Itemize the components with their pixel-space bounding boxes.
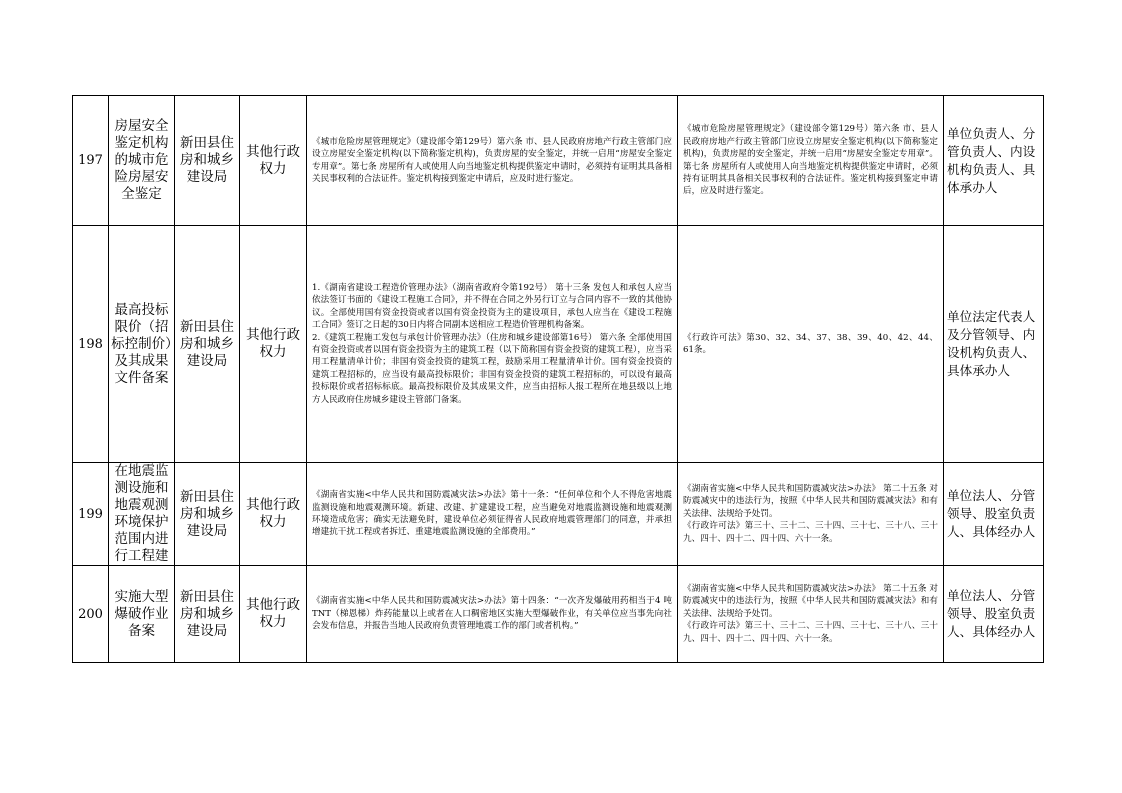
department: 新田县住房和城乡建设局 bbox=[175, 463, 240, 566]
duty-basis bbox=[678, 463, 944, 566]
item-name: 房屋安全鉴定机构的城市危险房屋安全鉴定 bbox=[109, 96, 175, 226]
legal-basis-text: 《城市危险房屋管理规定》（建设部令第129号）第六条 市、县人民政府房地产行政主管部门应设立房屋安全鉴定机构(以下简称鉴定机构)，负责房屋的安全鉴定，并统一启用“房屋安全鉴定专用章”。第七条 房屋所有人或使用人向当地鉴定机构提供鉴定申请时，必须持有证明其具备相关民事权利的合法证件。鉴定机构接到鉴定申请后，应及时进行鉴定。 bbox=[312, 136, 672, 184]
table-row bbox=[73, 566, 1044, 663]
department: 新田县住房和城乡建设局 bbox=[175, 96, 240, 226]
power-type: 其他行政权力 bbox=[240, 96, 307, 226]
duty-basis-text: 《湖南省实施<中华人民共和国防震减灾法>办法》 第二十五条 对防震减灾中的违法行为，按照《中华人民共和国防震减灾法》和有关法律、法规给予处罚。 《行政许可法》第三十、三十二、三十四、三十七、三十八、三十九、四十、四十二、四十四、六十一条。 bbox=[683, 483, 938, 544]
item-name bbox=[109, 463, 175, 566]
responsible-persons: 单位法人、分管领导、股室负责人、具体经办人 bbox=[944, 463, 1044, 566]
legal-basis bbox=[307, 566, 678, 663]
legal-basis-text: 1.《湖南省建设工程造价管理办法》（湖南省政府令第192号） 第十三条 发包人和承包人应当依法签订书面的《建设工程施工合同》，并不得在合同之外另行订立与合同内容不一致的其他协议。全部使用国有资金投资或者以国有资金投资为主的建设项目，承包人应当在《建设工程施工合同》签订之日起的30日内将合同副本送相应工程造价管理机构备案。 2.《建筑工程施工发包与承包计价管理办法》（住房和城乡建设部第16号） 第六条 全部使用国有资金投资或者以国有资金投资为主的建筑工程（以下简称国有资金投资的建筑工程），应当采用工程量清单计价；非国有资金投资的建筑工程，鼓励采用工程量清单计价。国有资金投资的建筑工程招标的，应当设有最高投标限价；非国有资金投资的建筑工程招标的，可以设有最高投标限价或者招标标底。最高投标限价及其成果文件，应当由招标人报工程所在地县级以上地方人民政府住房城乡建设主管部门备案。 bbox=[312, 282, 672, 405]
responsible-persons: 单位法人、分管领导、股室负责人、具体经办人 bbox=[944, 566, 1044, 663]
power-list-table bbox=[72, 95, 1044, 663]
duty-basis-text: 《城市危险房屋管理规定》（建设部令第129号）第六条 市、县人民政府房地产行政主管部门应设立房屋安全鉴定机构(以下简称鉴定机构)，负责房屋的安全鉴定，并统一启用“房屋安全鉴定专用章”。第七条 房屋所有人或使用人向当地鉴定机构提供鉴定申请时，必须持有证明其具备相关民事权利的合法证件。鉴定机构接到鉴定申请后，应及时进行鉴定。 bbox=[683, 124, 938, 197]
duty-basis-text: 《湖南省实施<中华人民共和国防震减灾法>办法》 第二十五条 对防震减灾中的违法行为，按照《中华人民共和国防震减灾法》和有关法律、法规给予处罚。 《行政许可法》第三十、三十二、三十四、三十七、三十八、三十九、四十、四十二、四十四、六十一条。 bbox=[683, 583, 938, 644]
department: 新田县住房和城乡建设局 bbox=[175, 566, 240, 663]
legal-basis-text: 《湖南省实施<中华人民共和国防震减灾法>办法》第十四条：“一次齐发爆破用药相当于4 吨TNT（梯恩梯）炸药能量以上或者在人口稠密地区实施大型爆破作业，有关单位应当事先向社会发布信息，并报告当地人民政府负责管理地震工作的部门或者机构。” bbox=[312, 596, 672, 632]
power-type: 其他行政权力 bbox=[240, 463, 307, 566]
duty-basis bbox=[678, 96, 944, 226]
table-row bbox=[73, 96, 1044, 226]
table-row bbox=[73, 226, 1044, 463]
legal-basis bbox=[307, 96, 678, 226]
item-name-text: 在地震监测设施和地震观测环境保护范围内进行工程建 bbox=[114, 463, 169, 564]
legal-basis-text: 《湖南省实施<中华人民共和国防震减灾法>办法》第十一条：“任何单位和个人不得危害地震监测设施和地震观测环境。新建、改建、扩建建设工程，应当避免对地震监测设施和地震观测环境造成危害；确实无法避免时，建设单位必须征得省人民政府地震管理部门的同意，并承担增建抗干扰工程或者拆迁、重建地震监测设施的全部费用。” bbox=[312, 490, 672, 538]
power-type: 其他行政权力 bbox=[240, 566, 307, 663]
row-number: 199 bbox=[73, 463, 109, 566]
responsible-persons: 单位负责人、分管负责人、内设机构负责人、具体承办人 bbox=[944, 96, 1044, 226]
table-row bbox=[73, 463, 1044, 566]
legal-basis bbox=[307, 463, 678, 566]
responsible-persons: 单位法定代表人及分管领导、内设机构负责人、具体承办人 bbox=[944, 226, 1044, 463]
item-name: 实施大型爆破作业备案 bbox=[109, 566, 175, 663]
row-number: 200 bbox=[73, 566, 109, 663]
duty-basis bbox=[678, 566, 944, 663]
duty-basis-text: 《行政许可法》第30、32、34、37、38、39、40、42、44、61条。 bbox=[683, 332, 938, 355]
item-name: 最高投标限价（招标控制价）及其成果文件备案 bbox=[109, 226, 175, 463]
legal-basis bbox=[307, 226, 678, 463]
row-number: 197 bbox=[73, 96, 109, 226]
row-number: 198 bbox=[73, 226, 109, 463]
duty-basis bbox=[678, 226, 944, 463]
department: 新田县住房和城乡建设局 bbox=[175, 226, 240, 463]
power-type: 其他行政权力 bbox=[240, 226, 307, 463]
